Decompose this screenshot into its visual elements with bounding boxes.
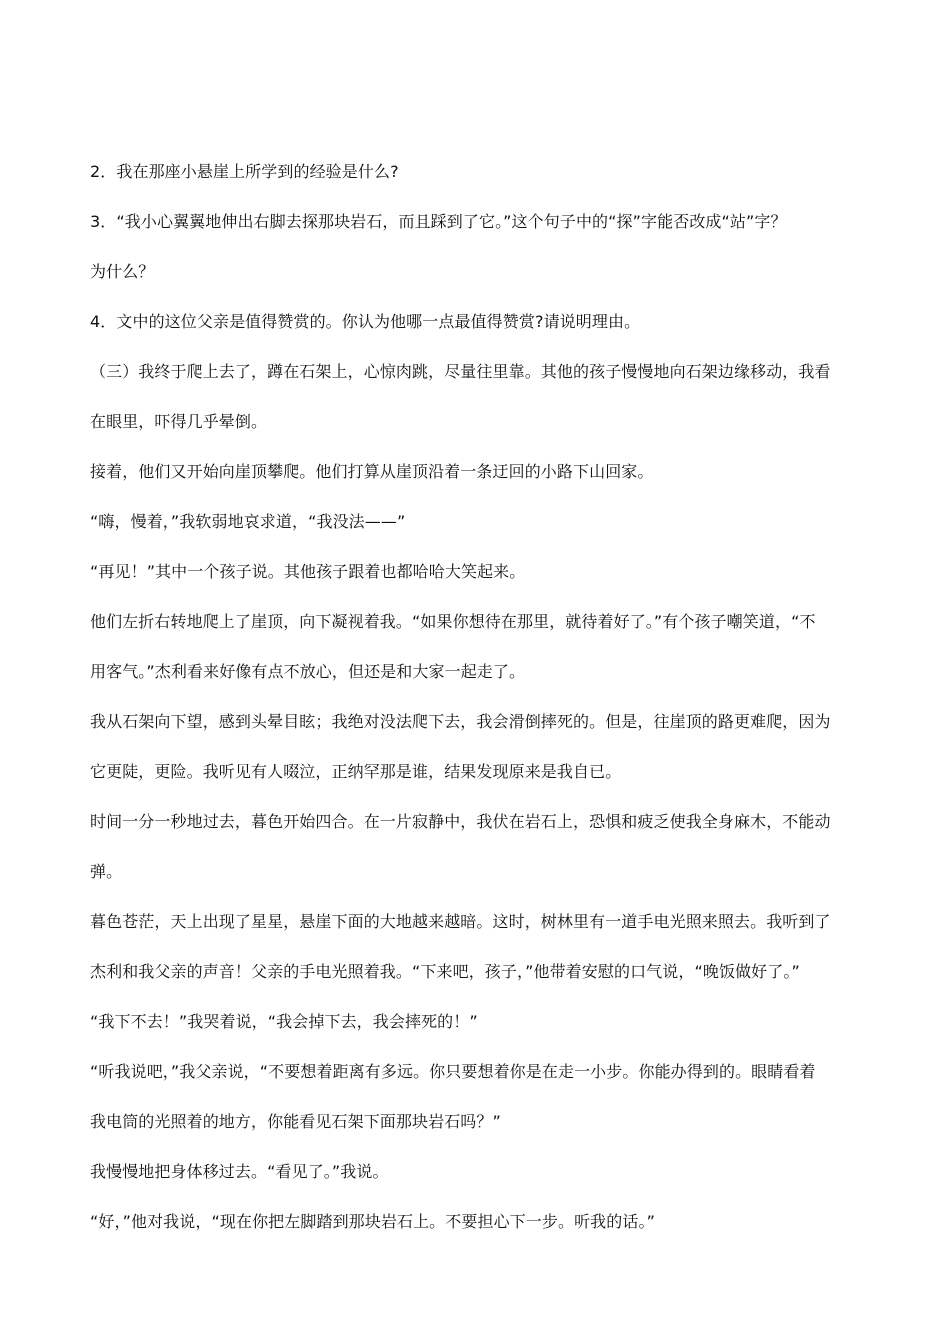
question-3-continued: 为什么？	[90, 262, 155, 281]
story-paragraph: 我从石架向下望，感到头晕目眩；我绝对没法爬下去，我会滑倒摔死的。但是，往崖顶的路更难爬，因为	[90, 712, 831, 731]
dialogue-line: “再见！”其中一个孩子说。其他孩子跟着也都哈哈大笑起来。	[90, 562, 526, 581]
question-3: 3．“我小心翼翼地伸出右脚去探那块岩石，而且踩到了它。”这个句子中的“探”字能否改成“站”字？	[90, 212, 787, 231]
story-paragraph-continued: 用客气。”杰利看来好像有点不放心，但还是和大家一起走了。	[90, 662, 526, 681]
question-4: 4．文中的这位父亲是值得赞赏的。你认为他哪一点最值得赞赏?请说明理由。	[90, 312, 641, 331]
section-3-paragraph-continued: 在眼里，吓得几乎晕倒。	[90, 412, 268, 431]
story-paragraph-continued: 它更陡，更险。我听见有人啜泣，正纳罕那是谁，结果发现原来是我自已。	[90, 762, 622, 781]
story-paragraph: 时间一分一秒地过去，暮色开始四合。在一片寂静中，我伏在岩石上，恐惧和疲乏使我全身麻木，不能动	[90, 812, 831, 831]
story-paragraph-continued: 弹。	[90, 862, 123, 881]
dialogue-line: “听我说吧，”我父亲说，“不要想着距离有多远。你只要想着你是在走一小步。你能办得到的。眼睛看着	[90, 1062, 816, 1081]
document-body	[90, 147, 865, 1247]
dialogue-line: “好，”他对我说，“现在你把左脚踏到那块岩石上。不要担心下一步。听我的话。”	[90, 1212, 655, 1231]
dialogue-line: “我下不去！”我哭着说，“我会掉下去，我会摔死的！”	[90, 1012, 478, 1031]
story-paragraph: 他们左折右转地爬上了崖顶，向下凝视着我。“如果你想待在那里，就待着好了。”有个孩子嘲笑道，“不	[90, 612, 816, 631]
story-paragraph: 暮色苍茫，天上出现了星星，悬崖下面的大地越来越暗。这时，树林里有一道手电光照来照去。我听到了	[90, 912, 831, 931]
story-paragraph: 我慢慢地把身体移过去。“看见了。”我说。	[90, 1162, 389, 1181]
story-paragraph: 接着，他们又开始向崖顶攀爬。他们打算从崖顶沿着一条迂回的小路下山回家。	[90, 462, 654, 481]
dialogue-line: “嗨，慢着，”我软弱地哀求道，“我没法——”	[90, 512, 406, 531]
dialogue-line-continued: 我电筒的光照着的地方，你能看见石架下面那块岩石吗？”	[90, 1112, 501, 1131]
question-2: 2．我在那座小悬崖上所学到的经验是什么?	[90, 162, 399, 181]
story-paragraph-continued: 杰利和我父亲的声音！父亲的手电光照着我。“下来吧，孩子，”他带着安慰的口气说，“晚饭做好了。”	[90, 962, 800, 981]
section-3-paragraph: （三）我终于爬上去了，蹲在石架上，心惊肉跳，尽量往里靠。其他的孩子慢慢地向石架边缘移动，我看	[90, 362, 831, 381]
